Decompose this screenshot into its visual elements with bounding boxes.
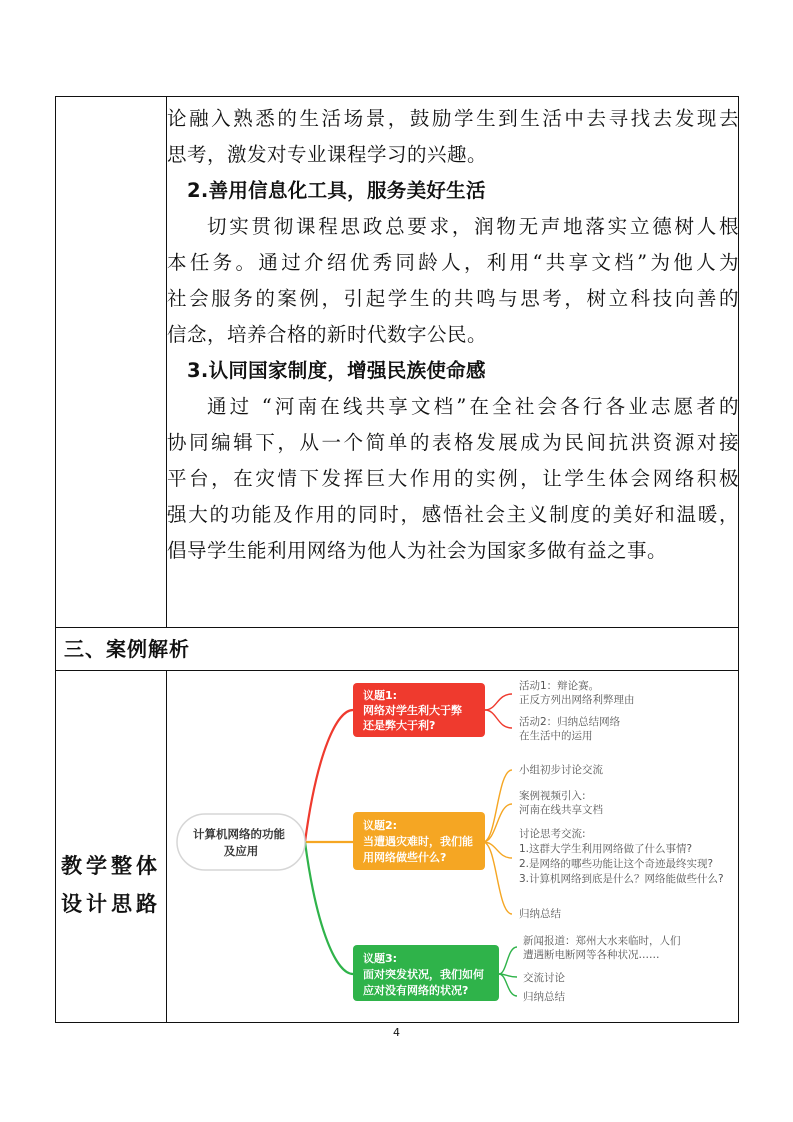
paragraph-line: 协同编辑下，从一个简单的表格发展成为民间抗洪资源对接 — [167, 431, 739, 454]
leaf-connector — [499, 947, 517, 974]
leaf-text: 新闻报道：郑州大水来临时，人们 — [523, 935, 681, 947]
paragraph-line: 倡导学生能利用网络为他人为社会为国家多做有益之事。 — [167, 539, 668, 562]
paragraph-line: 本任务。通过介绍优秀同龄人，利用“共享文档”为他人为 — [167, 251, 739, 274]
center-node-line: 计算机网络的功能 — [192, 827, 285, 841]
leaf-text: 3.计算机网络到底是什么？网络能做些什么? — [519, 873, 724, 885]
leaf-text: 讨论思考交流: — [519, 828, 586, 840]
topic-2-line: 议题2: — [363, 819, 398, 832]
leaf-text: 活动1：辩论赛。 — [519, 680, 600, 692]
row-label-line: 设计思路 — [61, 892, 161, 916]
topic-1-line: 议题1: — [363, 689, 398, 702]
subheading: 3.认同国家制度，增强民族使命感 — [187, 359, 486, 382]
mindmap — [167, 672, 739, 1022]
svg-text:活动1：辩论赛。 正反方列出网络利弊理由 — [519, 679, 638, 742]
topic-3-line: 应对没有网络的状况? — [363, 984, 469, 997]
svg-text:小组初步讨论交流 案例视频引入: — [519, 763, 727, 920]
topic-2-line: 用网络做些什么? — [363, 851, 447, 864]
topic-2-line: 当遭遇灾难时，我们能 — [363, 835, 473, 848]
leaf-connector — [483, 842, 512, 914]
row-label — [56, 847, 166, 923]
paragraph-line: 强大的功能及作用的同时，感悟社会主义制度的美好和温暖， — [167, 503, 739, 526]
leaf-text: 案例视频引入: — [519, 790, 586, 802]
leaf-text: 交流讨论 — [523, 972, 565, 984]
paragraph-line: 切实贯彻课程思政总要求，润物无声地落实立德树人根 — [207, 215, 739, 238]
connector-red — [305, 710, 353, 842]
topic-1-line: 网络对学生利大于弊 — [363, 704, 462, 717]
row-label-line: 教学整体 — [61, 854, 161, 878]
paragraph-line: 社会服务的案例，引起学生的共鸣与思考，树立科技向善的 — [167, 287, 739, 310]
leaf-text: 在生活中的运用 — [519, 730, 593, 742]
paragraph-line: 通过 “河南在线共享文档”在全社会各行各业志愿者的 — [207, 395, 739, 418]
leaf-connector — [485, 694, 512, 710]
connector-green — [305, 842, 353, 974]
center-node-line: 及应用 — [223, 844, 259, 858]
topic-3-line: 面对突发状况，我们如何 — [363, 968, 484, 981]
leaf-text: 正反方列出网络利弊理由 — [519, 694, 635, 706]
row-divider — [56, 670, 738, 671]
leaf-text: 遭遇断电断网等各种状况…… — [523, 949, 660, 961]
paragraph-line: 信念，培养合格的新时代数字公民。 — [167, 323, 488, 346]
topic-3-line: 议题3: — [363, 952, 398, 965]
leaf-text: 活动2：归纳总结网络 — [519, 716, 621, 728]
content-table — [55, 96, 739, 1023]
subheading: 2.善用信息化工具，服务美好生活 — [187, 179, 486, 202]
svg-text:新闻报道：郑州大水来临时，人们 遭遇断电断网 — [523, 934, 684, 1003]
paragraph-line: 论融入熟悉的生活场景，鼓励学生到生活中去寻找去发现去 — [167, 107, 739, 130]
paragraph-line: 平台，在灾情下发挥巨大作用的实例，让学生体会网络积极 — [167, 467, 739, 490]
leaf-connector — [483, 804, 512, 842]
topic-1-line: 还是弊大于利? — [363, 719, 436, 732]
leaf-text: 归纳总结 — [523, 991, 565, 1003]
leaf-connector — [485, 710, 512, 728]
leaf-text: 1.这群大学生利用网络做了什么事情? — [519, 843, 693, 855]
leaf-text: 归纳总结 — [519, 908, 561, 920]
leaf-text: 小组初步讨论交流 — [519, 764, 603, 776]
text-cell — [167, 97, 739, 569]
row-divider — [56, 627, 738, 628]
leaf-text: 2.是网络的哪些功能让这个奇迹最终实现? — [519, 858, 714, 870]
paragraph-line: 思考，激发对专业课程学习的兴趣。 — [167, 143, 488, 166]
page-number: 4 — [393, 1026, 400, 1039]
center-node — [177, 814, 305, 870]
leaf-text: 河南在线共享文档 — [519, 804, 603, 816]
section-title: 三、案例解析 — [64, 637, 190, 661]
